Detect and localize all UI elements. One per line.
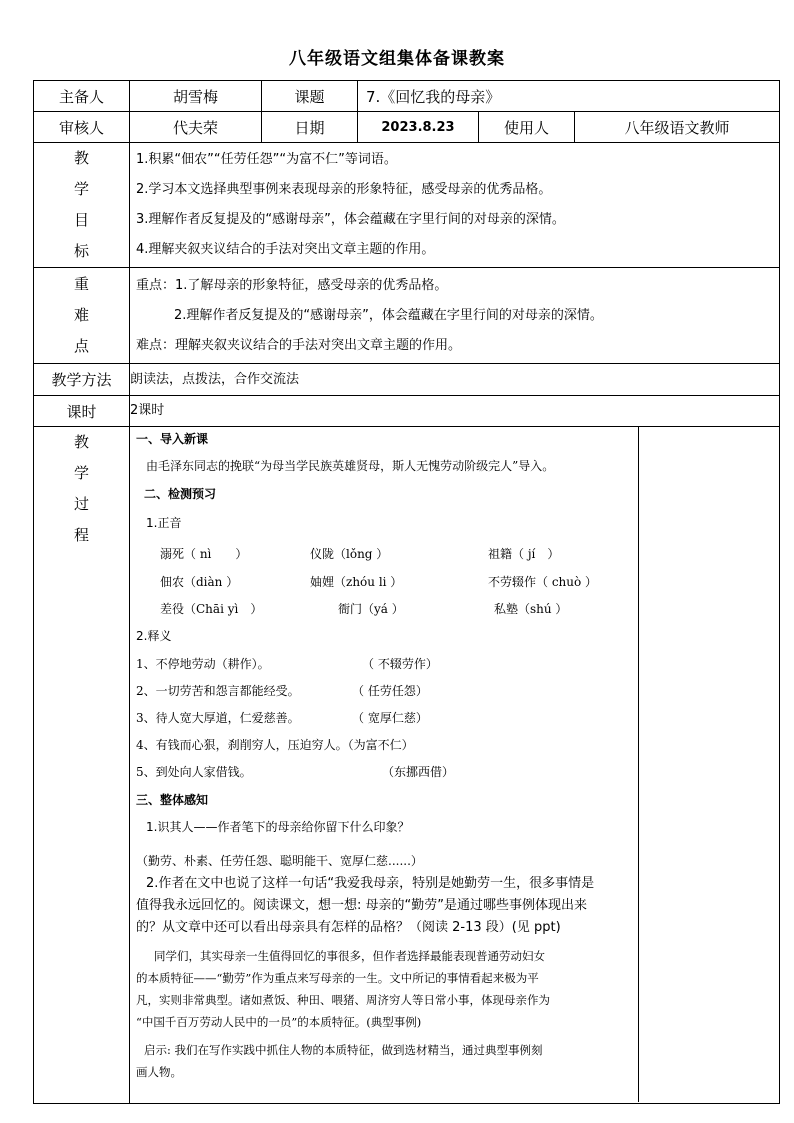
definition-answer: （ 任劳任怨）: [352, 684, 428, 698]
objective-item: 4.理解夹叙夹议结合的手法对突出文章主题的作用。: [136, 242, 435, 257]
objectives-label-char: 教: [73, 149, 89, 167]
definition-answer: （ 不辍劳作）: [362, 657, 438, 671]
definition-item: 4、有钱而心狠，刹削穷人，压迫穷人。（为富不仁）: [136, 738, 414, 752]
objectives-row: [34, 143, 780, 268]
question-1: 1.识其人——作者笔下的母亲给你留下什么印象？: [146, 820, 410, 834]
pinyin-subtitle: 1.正音: [146, 516, 182, 530]
objectives-label: [34, 143, 130, 268]
user-value: 八年级语文教师: [575, 112, 780, 143]
lesson-plan-table: [33, 80, 780, 1104]
pinyin-item: 仪陇（lǒng ）: [310, 547, 389, 561]
pinyin-item: 祖籍（ jí ）: [488, 547, 560, 561]
answer-2: [136, 945, 636, 1033]
document-title: 八年级语文组集体备课教案: [289, 49, 505, 69]
topic-label: 课题: [262, 81, 358, 112]
method-value: 朗读法，点拨法，合作交流法: [130, 364, 780, 396]
definition-item: 2、一切劳苦和怨言都能经受。: [136, 684, 300, 698]
key-point-item: 难点：理解夹叙夹议结合的手法对突出文章主题的作用。: [136, 337, 462, 353]
definition-item: 1、不停地劳动（耕作）。: [136, 657, 270, 671]
section-2-title: 二、检测预习: [144, 487, 217, 501]
header-row-1: [34, 81, 780, 112]
topic-value: 7.《回忆我的母亲》: [358, 81, 780, 112]
method-label: 教学方法: [34, 364, 130, 396]
definition-answer: （东挪西借）: [382, 765, 455, 779]
answer-1: （勤劳、朴素、任劳任怨、聪明能干、宽厚仁慈......）: [136, 854, 423, 868]
definition-subtitle: 2.释义: [136, 629, 172, 643]
objectives-label-char: 目: [73, 211, 89, 229]
key-points-label-char: 重: [73, 275, 89, 293]
process-label-char: 过: [73, 495, 89, 513]
header-row-2: [34, 112, 780, 143]
definition-item: 5、到处向人家借钱。: [136, 765, 252, 779]
inspiration: [136, 1039, 636, 1083]
reviewer-label: 审核人: [34, 112, 130, 143]
date-label: 日期: [262, 112, 358, 143]
answer-2-line: 的本质特征——“勤劳”作为重点来写母亲的一生。文中所记的事情看起来极为平: [136, 971, 539, 985]
objective-item: 3.理解作者反复提及的“感谢母亲”，体会蕴藏在字里行间的对母亲的深情。: [136, 212, 565, 227]
key-points-label-char: 点: [73, 337, 89, 355]
question-2-line: 值得我永远回忆的。阅读课文，想一想: 母亲的“勤劳”是通过哪些事例体现出来: [136, 898, 587, 913]
section-1-text: 由毛泽东同志的挽联“为母当学民族英雄贤母，斯人无愧劳动阶级完人”导入。: [146, 459, 555, 473]
hours-label: 课时: [34, 396, 130, 427]
key-points-row: [34, 268, 780, 364]
preparer-value: 胡雪梅: [130, 81, 262, 112]
answer-2-line: “中国千百万劳动人民中的一员”的本质特征。(典型事例): [136, 1015, 422, 1029]
answer-2-line: 同学们，其实母亲一生值得回忆的事很多，但作者选择最能表现普通劳动妇女: [154, 949, 545, 963]
objective-item: 1.积累“佃农”“任劳任怨”“为富不仁”等词语。: [136, 152, 397, 167]
question-2-line: 2.作者在文中也说了这样一句话“我爱我母亲，特别是她勤劳一生，很多事情是: [146, 876, 595, 891]
inspiration-line: 启示: 我们在写作实践中抓住人物的本质特征，做到选材精当，通过典型事例刻: [144, 1043, 543, 1057]
inspiration-line: 画人物。: [136, 1065, 182, 1079]
pinyin-item: 私塾（shú ）: [494, 602, 568, 616]
definition-item: 3、待人宽大厚道，仁爱慈善。: [136, 711, 300, 725]
definition-answer: （ 宽厚仁慈）: [352, 711, 428, 725]
pinyin-item: 差役（Chāi yì ）: [160, 602, 263, 616]
pinyin-item: 佃农（diàn ）: [160, 575, 239, 589]
process-label-char: 教: [73, 433, 89, 451]
key-point-item: 重点：1.了解母亲的形象特征，感受母亲的优秀品格。: [136, 277, 448, 293]
question-2-line: 的？从文章中还可以看出母亲具有怎样的品格？（阅读 2-13 段）(见 ppt): [136, 920, 561, 935]
question-2: [136, 873, 636, 939]
process-label-char: 程: [73, 526, 89, 544]
hours-value: 2课时: [130, 396, 780, 427]
process-text-box: [130, 427, 639, 1102]
date-value: 2023.8.23: [358, 112, 479, 143]
objectives-label-char: 学: [73, 180, 89, 198]
user-label: 使用人: [479, 112, 575, 143]
objectives-content: [130, 143, 780, 268]
process-label-char: 学: [73, 464, 89, 482]
key-point-item: 2.理解作者反复提及的“感谢母亲”，体会蕴藏在字里行间的对母亲的深情。: [174, 307, 603, 323]
preparer-label: 主备人: [34, 81, 130, 112]
section-1-title: 一、导入新课: [136, 432, 209, 446]
objectives-label-char: 标: [73, 242, 89, 260]
hours-row: [34, 396, 780, 427]
pinyin-item: 不劳辍作（ chuò ）: [488, 575, 598, 589]
pinyin-item: 溺死（ nì ）: [160, 547, 248, 561]
answer-2-line: 凡，实则非常典型。诸如煮饭、种田、喂猪、周济穷人等日常小事，体现母亲作为: [136, 993, 550, 1007]
process-label: [34, 427, 130, 1104]
method-row: [34, 364, 780, 396]
process-content: [130, 427, 780, 1104]
section-3-title: 三、整体感知: [136, 793, 209, 807]
pinyin-item: 衙门（yá ）: [338, 602, 404, 616]
key-points-content: [130, 268, 780, 364]
key-points-label-char: 难: [73, 306, 89, 324]
pinyin-item: 妯娌（zhóu li ）: [310, 575, 403, 589]
process-row: [34, 427, 780, 1104]
reviewer-value: 代夫荣: [130, 112, 262, 143]
key-points-label: [34, 268, 130, 364]
objective-item: 2.学习本文选择典型事例来表现母亲的形象特征，感受母亲的优秀品格。: [136, 182, 552, 197]
